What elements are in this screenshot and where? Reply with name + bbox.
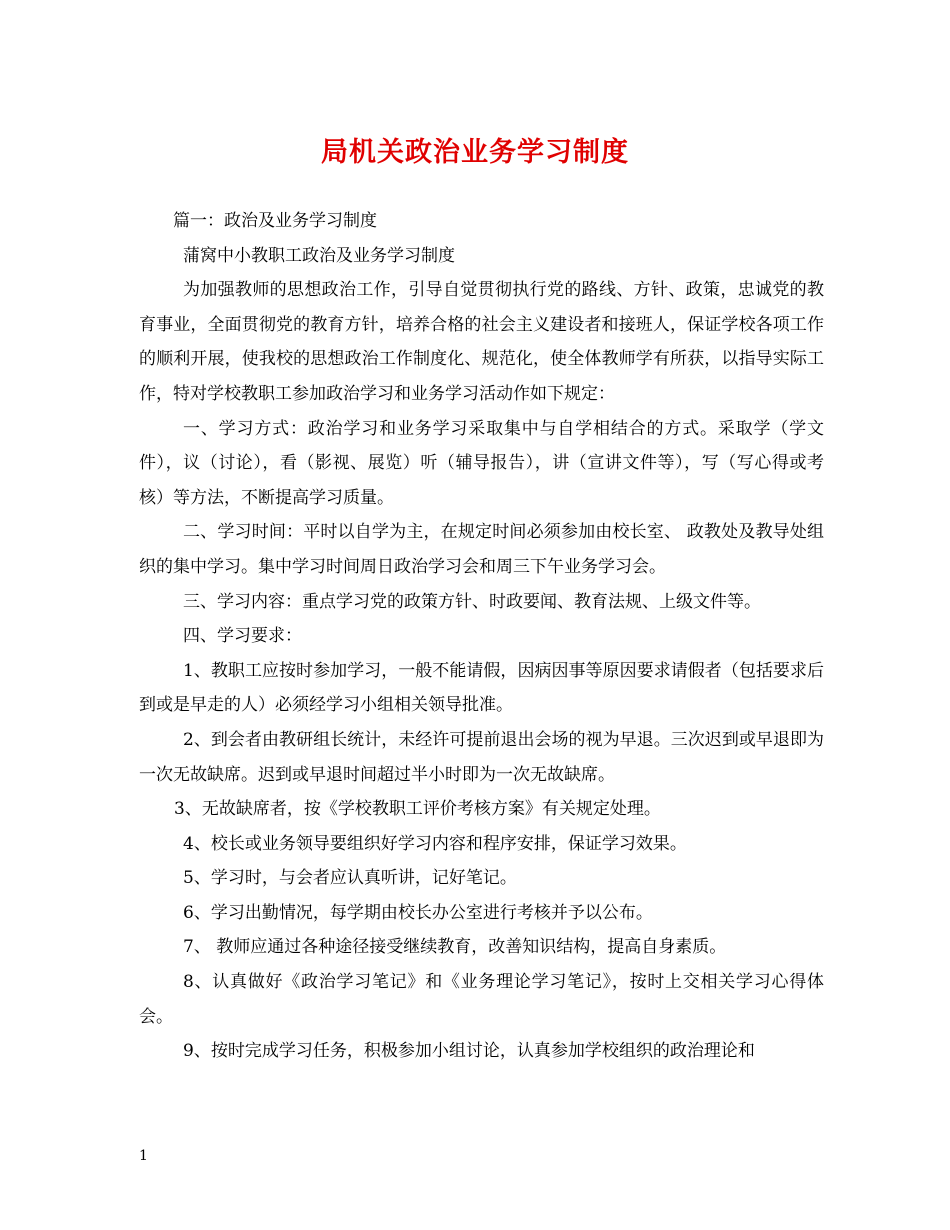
paragraph-study-content: 三、学习内容：重点学习党的政策方针、时政要闻、教育法规、上级文件等。	[183, 591, 761, 612]
section-heading: 篇一：政治及业务学习制度	[173, 211, 377, 231]
paragraph-item-1: 1、教职工应按时参加学习，一般不能请假，因病因事等原因要求请假者（包括要求后到或是早走的人）必须经学习小组相关领导批准。	[139, 660, 824, 716]
document-body	[139, 204, 824, 1069]
page-number: 1	[139, 1148, 148, 1164]
paragraph-item-6: 6、学习出勤情况，每学期由校长办公室进行考核并予以公布。	[183, 902, 653, 923]
paragraph-item-4: 4、校长或业务领导要组织好学习内容和程序安排，保证学习效果。	[183, 833, 687, 854]
paragraph-study-time: 二、学习时间：平时以自学为主，在规定时间必须参加由校长室、 政教处及教导处组织的集中学习。集中学习时间周日政治学习会和周三下午业务学习会。	[139, 522, 824, 577]
document-title: 局机关政治业务学习制度	[321, 137, 629, 168]
paragraph-item-3: 3、无故缺席者，按《学校教职工评价考核方案》有关规定处理。	[174, 799, 661, 820]
paragraph-item-9: 9、按时完成学习任务，积极参加小组讨论，认真参加学校组织的政治理论和	[183, 1041, 755, 1062]
paragraph-item-5: 5、学习时，与会者应认真听讲，记好笔记。	[183, 868, 517, 889]
paragraph-item-2: 2、到会者由教研组长统计，未经许可提前退出会场的视为早退。三次迟到或早退即为一次无故缺席。迟到或早退时间超过半小时即为一次无故缺席。	[139, 729, 824, 785]
paragraph-study-method: 一、学习方式：政治学习和业务学习采取集中与自学相结合的方式。采取学（学文件），议（讨论），看（影视、展览）听（辅导报告），讲（宣讲文件等），写（写心得或考核）等方法，不断提高学习质量。	[139, 418, 824, 508]
paragraph-intro: 为加强教师的思想政治工作，引导自觉贯彻执行党的路线、方针、政策，忠诚党的教育事业，全面贯彻党的教育方针，培养合格的社会主义建设者和接班人，保证学校各项工作的顺利开展，使我校的思想政治工作制度化、规范化，使全体教师学有所获，以指导实际工作，特对学校教职工参加政治学习和业务学习活动作如下规定：	[139, 280, 824, 404]
paragraph-study-requirements: 四、学习要求：	[183, 626, 302, 647]
paragraph-item-8: 8、认真做好《政治学习笔记》和《业务理论学习笔记》，按时上交相关学习心得体会。	[139, 972, 824, 1027]
document-subtitle: 蒲窝中小教职工政治及业务学习制度	[183, 245, 455, 266]
paragraph-item-7: 7、 教师应通过各种途径接受继续教育，改善知识结构，提高自身素质。	[183, 937, 727, 958]
